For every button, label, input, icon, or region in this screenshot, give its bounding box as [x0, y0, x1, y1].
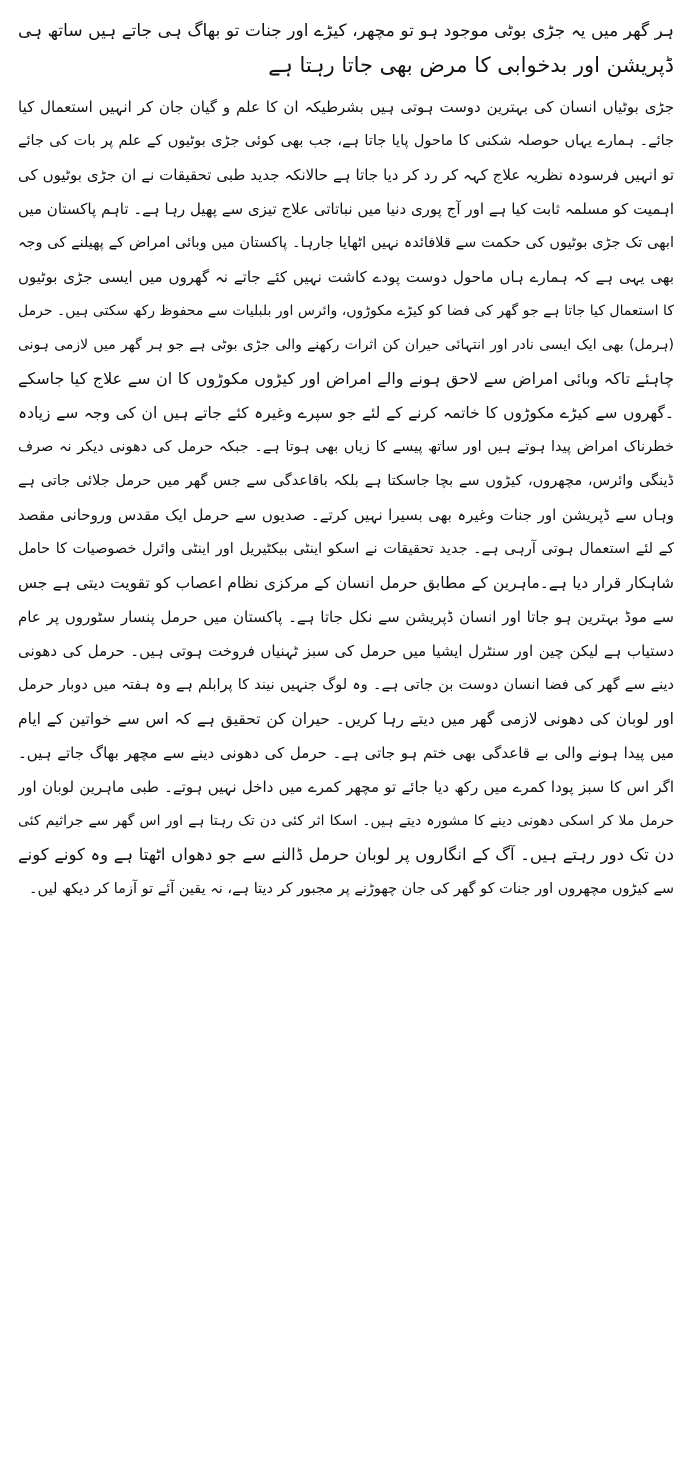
- body-line: جڑی بوٹیاں انسان کی بہترین دوست ہوتی ہیں بشرطیکہ ان کا علم و گیان جان کر انہیں استعمال کیا: [18, 98, 674, 116]
- body-line: کے لئے استعمال ہوتی آرہی ہے۔ جدید تحقیقات نے اسکو اینٹی بیکٹیریل اور اینٹی وائرل خصوصیات کا حامل: [18, 541, 674, 557]
- body-line: میں پیدا ہونے والی بے قاعدگی بھی ختم ہو جاتی ہے۔ حرمل کی دھونی دینے سے مچھر بھاگ جاتے ہیں۔: [18, 744, 674, 762]
- body-line: سے کیڑوں مچھروں اور جنات کو گھر کی جان چھوڑنے پر مجبور کر دیتا ہے، نہ یقین آئے تو آزما کر دیکھ لیں۔: [29, 881, 674, 897]
- body-line: بھی یہی ہے کہ ہمارے ہاں ماحول دوست پودے کاشت نہیں کئے جاتے نہ گھروں میں ایسی جڑی بوٹیوں: [18, 268, 674, 286]
- body-line: دن تک دور رہتے ہیں۔ آگ کے انگاروں پر لوبان حرمل ڈالنے سے جو دھواں اٹھتا ہے وہ کونے کونے: [18, 845, 674, 864]
- body-line: وہاں سے ڈپریشن اور جنات وغیرہ بھی بسیرا نہیں کرتے۔ صدیوں سے حرمل ایک مقدس وروحانی مقصد: [18, 506, 674, 524]
- headline-line: ڈپریشن اور بدخوابی کا مرض بھی جاتا رہتا ہے: [268, 53, 674, 77]
- body-line: تو انہیں فرسودہ نظریہ علاج کہہ کر رد کر دیا جاتا ہے حالانکہ جدید طبی تحقیقات نے ان جڑی بوٹیوں کی: [18, 166, 674, 184]
- body-line: دینے سے گھر کی فضا انسان دوست بن جاتی ہے۔ وہ لوگ جنہیں نیند کا پرابلم ہے وہ ہفتہ میں دوبار حرمل: [18, 677, 674, 693]
- body-line: جائے۔ ہمارے یہاں حوصلہ شکنی کا ماحول پایا جاتا ہے، جب بھی کوئی جڑی بوٹیوں کے علم پر بات کی جائے: [18, 133, 674, 149]
- body-line: سے موڈ بہترین ہو جاتا اور انسان ڈپریشن سے نکل جاتا ہے۔ پاکستان میں حرمل پنسار سٹوروں پر عام: [18, 608, 674, 626]
- body-line: ڈینگی وائرس، مچھروں، کیڑوں سے بچا جاسکتا ہے بلکہ باقاعدگی سے جس گھر میں حرمل جلائی جاتی ہے: [18, 473, 674, 489]
- body-line: اور لوبان کی دھونی لازمی گھر میں دیتے رہا کریں۔ حیران کن تحقیق ہے کہ اس سے خواتین کے ایام: [18, 710, 674, 728]
- headline-line: ہر گھر میں یہ جڑی بوٹی موجود ہو تو مچھر، کیڑے اور جنات تو بھاگ ہی جاتے ہیں ساتھ ہی: [18, 21, 674, 41]
- body-line: کا استعمال کیا جاتا ہے جو گھر کی فضا کو کیڑے مکوڑوں، وائرس اور بلبلیات سے محفوظ رکھ سکتی ہیں۔ حرمل: [18, 303, 674, 319]
- body-line: دستیاب ہے لیکن چین اور سنٹرل ایشیا میں حرمل کی سبز ٹہنیاں فروخت ہوتی ہیں۔ حرمل کی دھونی: [18, 642, 674, 660]
- body-line: (ہرمل) بھی ایک ایسی نادر اور انتہائی حیران کن اثرات رکھنے والی جڑی بوٹی ہے جو ہر گھر میں لازمی ہونی: [18, 337, 674, 353]
- headline-paragraph: [18, 14, 674, 82]
- body-paragraph: [18, 90, 674, 906]
- body-line: اہمیت کو مسلمہ ثابت کیا ہے اور آج پوری دنیا میں نباتاتی علاج تیزی سے پھیل رہا ہے۔ تاہم پاکستان میں: [18, 200, 674, 218]
- body-line: شاہکار قرار دیا ہے۔ماہرین کے مطابق حرمل انسان کے مرکزی نظام اعصاب کو تقویت دیتی ہے جس: [18, 574, 674, 592]
- body-line: اگر اس کا سبز پودا کمرے میں رکھ دیا جائے تو مچھر کمرے میں داخل نہیں ہوتے۔ طبی ماہرین لوبان اور: [18, 778, 674, 796]
- body-line: ابھی تک جڑی بوٹیوں کی حکمت سے قلافائدہ نہیں اٹھایا جارہا۔ پاکستان میں وبائی امراض کے پھیلنے کی وجہ: [18, 235, 674, 251]
- body-line: ۔گھروں سے کیڑے مکوڑوں کا خاتمہ کرنے کے لئے جو سپرے وغیرہ کئے جاتے ہیں ان کی وجہ سے زیادہ: [18, 404, 674, 422]
- body-line: چاہئے تاکہ وبائی امراض سے لاحق ہونے والے امراض اور کیڑوں مکوڑوں کا ان سے علاج کیا جاسکے: [18, 369, 674, 388]
- body-line: خطرناک امراض پیدا ہوتے ہیں اور ساتھ پیسے کا زیاں بھی ہوتا ہے۔ جبکہ حرمل کی دھونی دیکر نہ صرف: [18, 439, 674, 455]
- body-line: حرمل ملا کر اسکی دھونی دینے کا مشورہ دیتے ہیں۔ اسکا اثر کئی دن تک رہتا ہے اور اس گھر سے جراثیم کئی: [18, 813, 674, 829]
